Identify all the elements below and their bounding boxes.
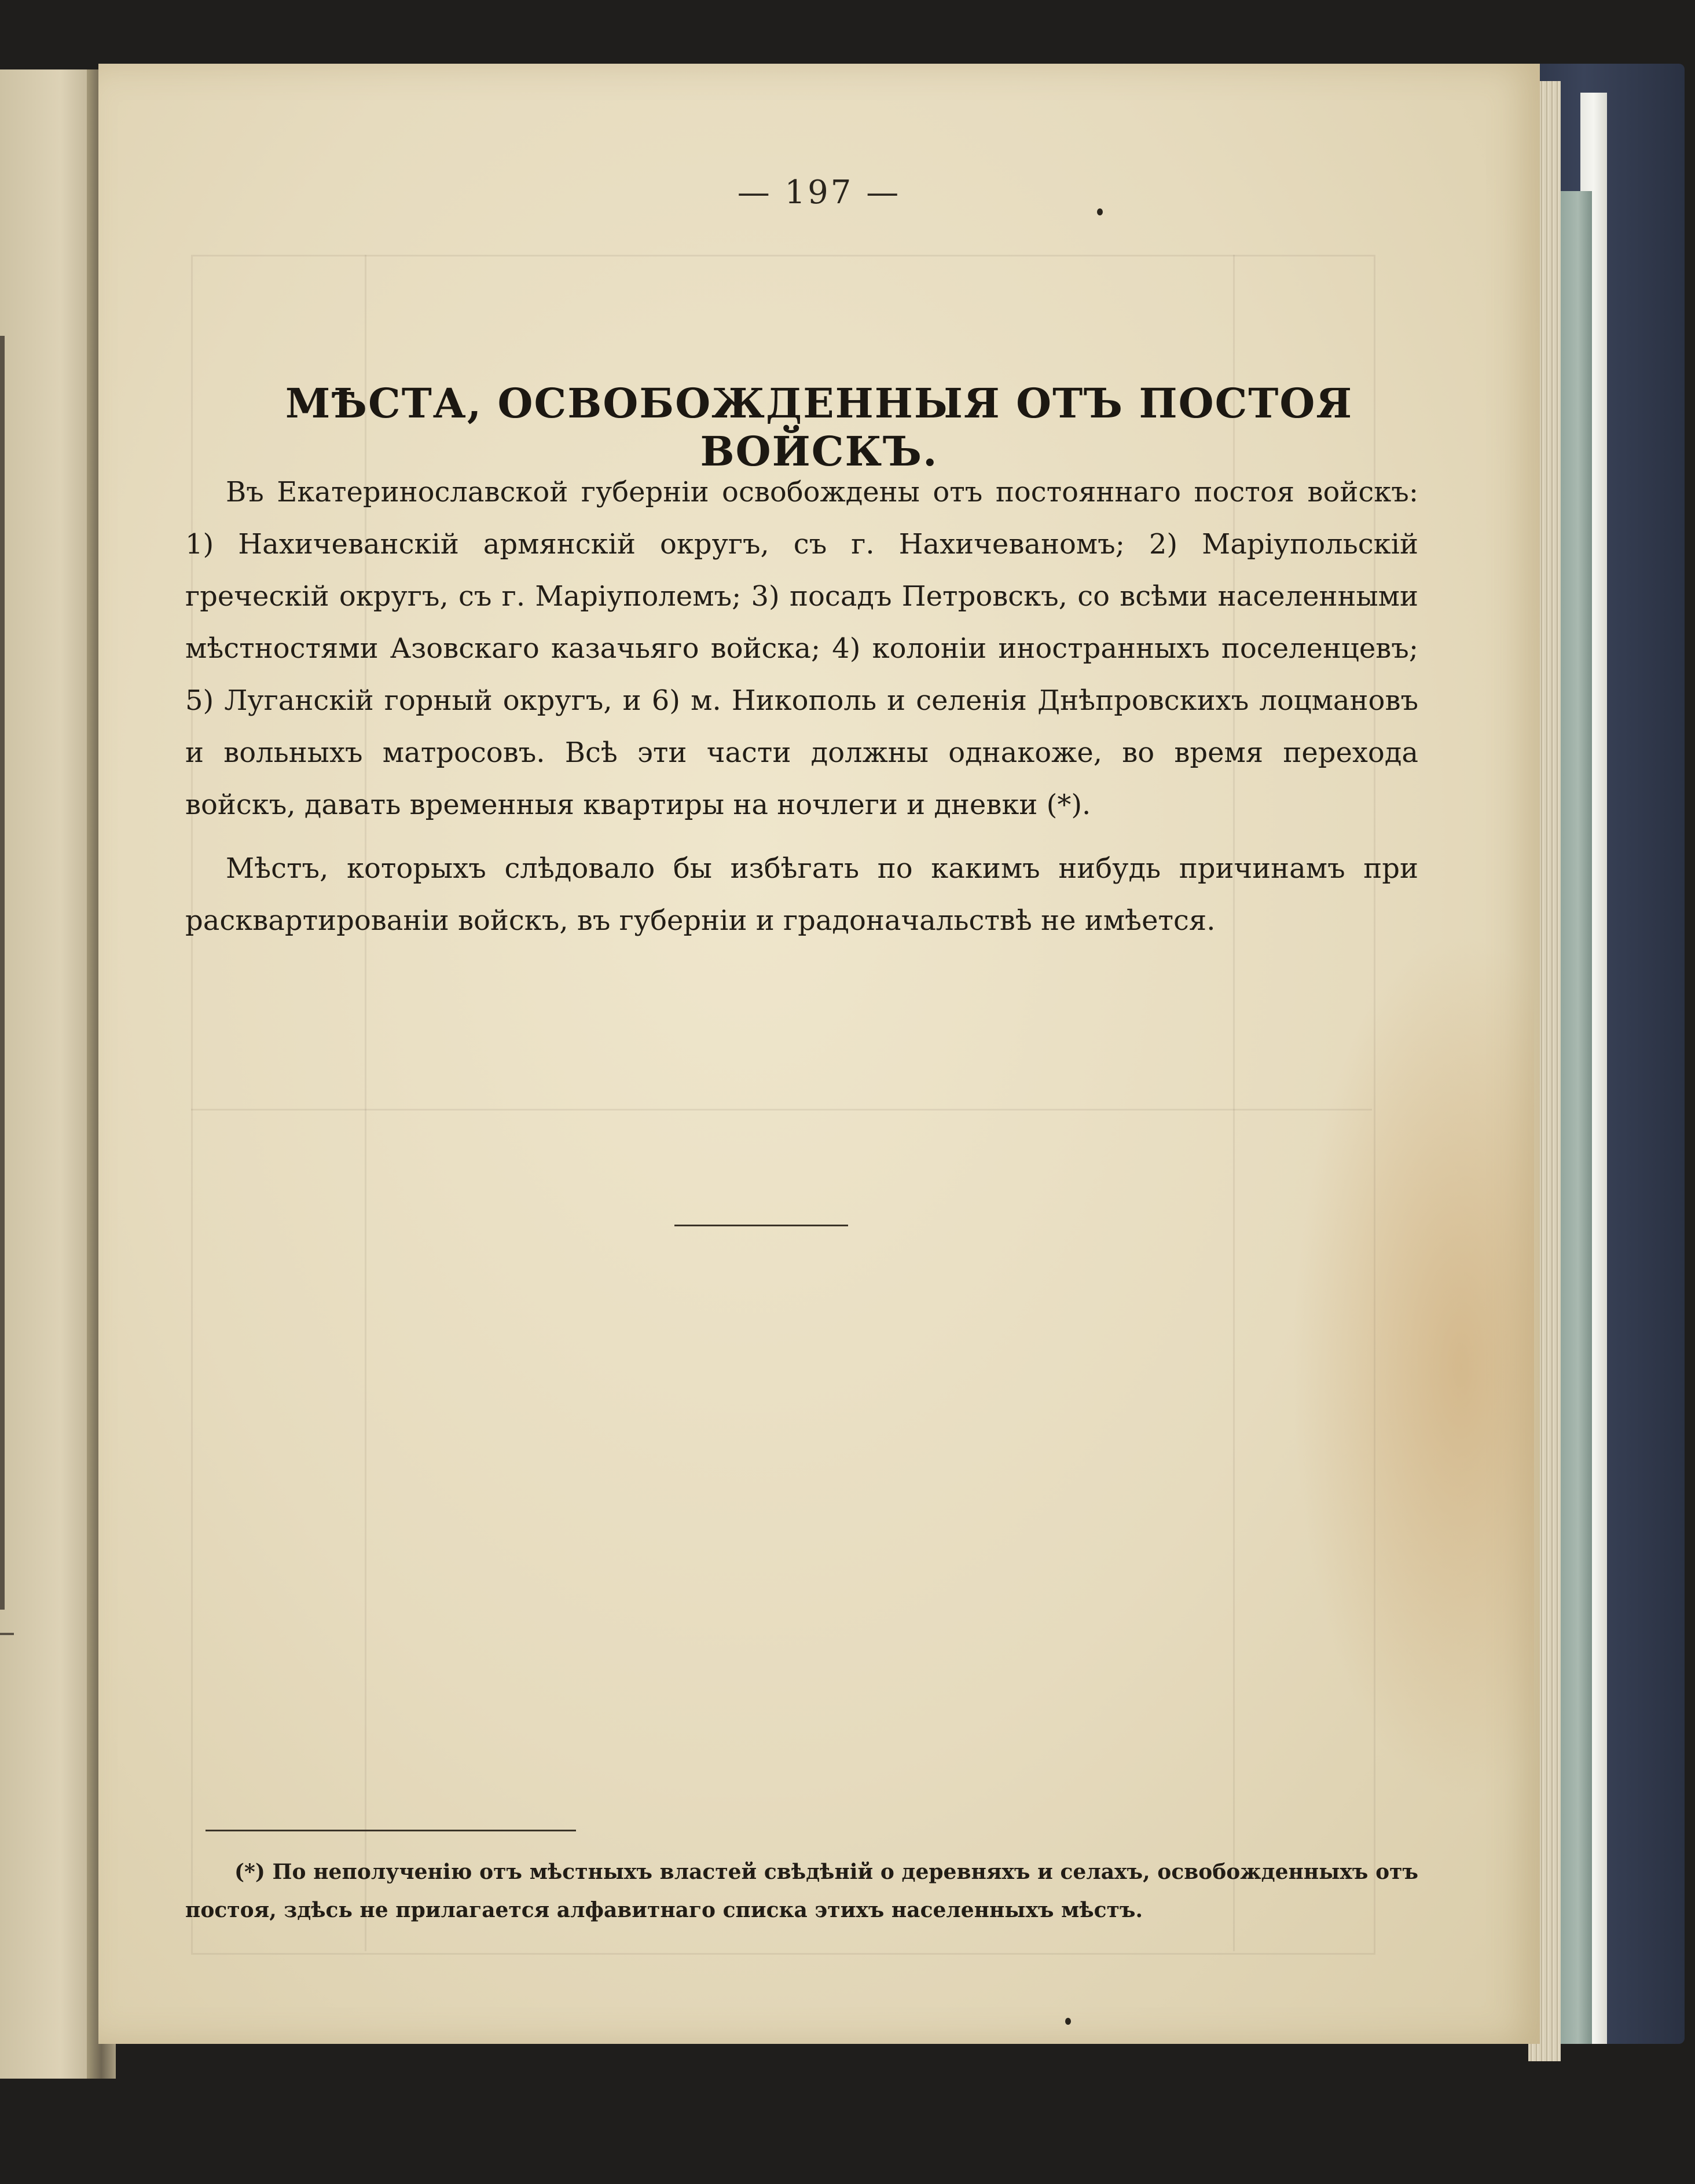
paragraph-avoided-places: Мѣстъ, которыхъ слѣдовало бы избѣгать по какимъ нибудь причинамъ при расквартированіи войскъ, въ губерніи и градоначальствѣ не имѣется. <box>185 852 1418 937</box>
ink-speck <box>1097 208 1103 215</box>
page-title: МѢСТА, ОСВОБОЖДЕННЫЯ ОТЪ ПОСТОЯ ВОЙСКЪ. <box>285 379 1353 475</box>
facing-page-mark <box>0 1633 14 1635</box>
endpaper-edge <box>1557 191 1592 2044</box>
footnote-text: (*) По неполученію отъ мѣстныхъ властей свѣдѣній о деревняхъ и селахъ, освобожденныхъ отъ постоя, здѣсь не прилагается алфавитнаго списка этихъ населенныхъ мѣстъ. <box>185 1860 1418 1922</box>
ink-speck <box>1065 2018 1071 2025</box>
footnote <box>185 1853 1418 1929</box>
paragraph-exempt-places: Въ Екатеринославской губерніи освобождены отъ постояннаго постоя войскъ: 1) Нахичеванскій армянскій округъ, съ г. Нахичеваномъ; 2) Маріупольскій греческій округъ, съ г. Маріуполемъ; 3) посадъ Петровскъ, со всѣми населенными мѣстностями Азовскаго казачьяго войска; 4) колоніи иностранныхъ поселенцевъ; 5) Луганскій горный округъ, и 6) м. Никополь и селенія Днѣпровскихъ лоцмановъ и вольныхъ матросовъ. Всѣ эти части должны однакоже, во время перехода войскъ, давать временныя квартиры на ночлеги и дневки (*). <box>185 476 1418 821</box>
footnote-divider <box>206 1830 576 1831</box>
section-divider <box>674 1225 848 1226</box>
page-number: — 197 — <box>737 174 901 211</box>
facing-page-rule <box>0 336 5 1610</box>
document-page <box>98 64 1540 2044</box>
body-text <box>185 466 1418 947</box>
show-through-line <box>191 1109 1372 1111</box>
facing-page-left <box>0 69 101 2079</box>
